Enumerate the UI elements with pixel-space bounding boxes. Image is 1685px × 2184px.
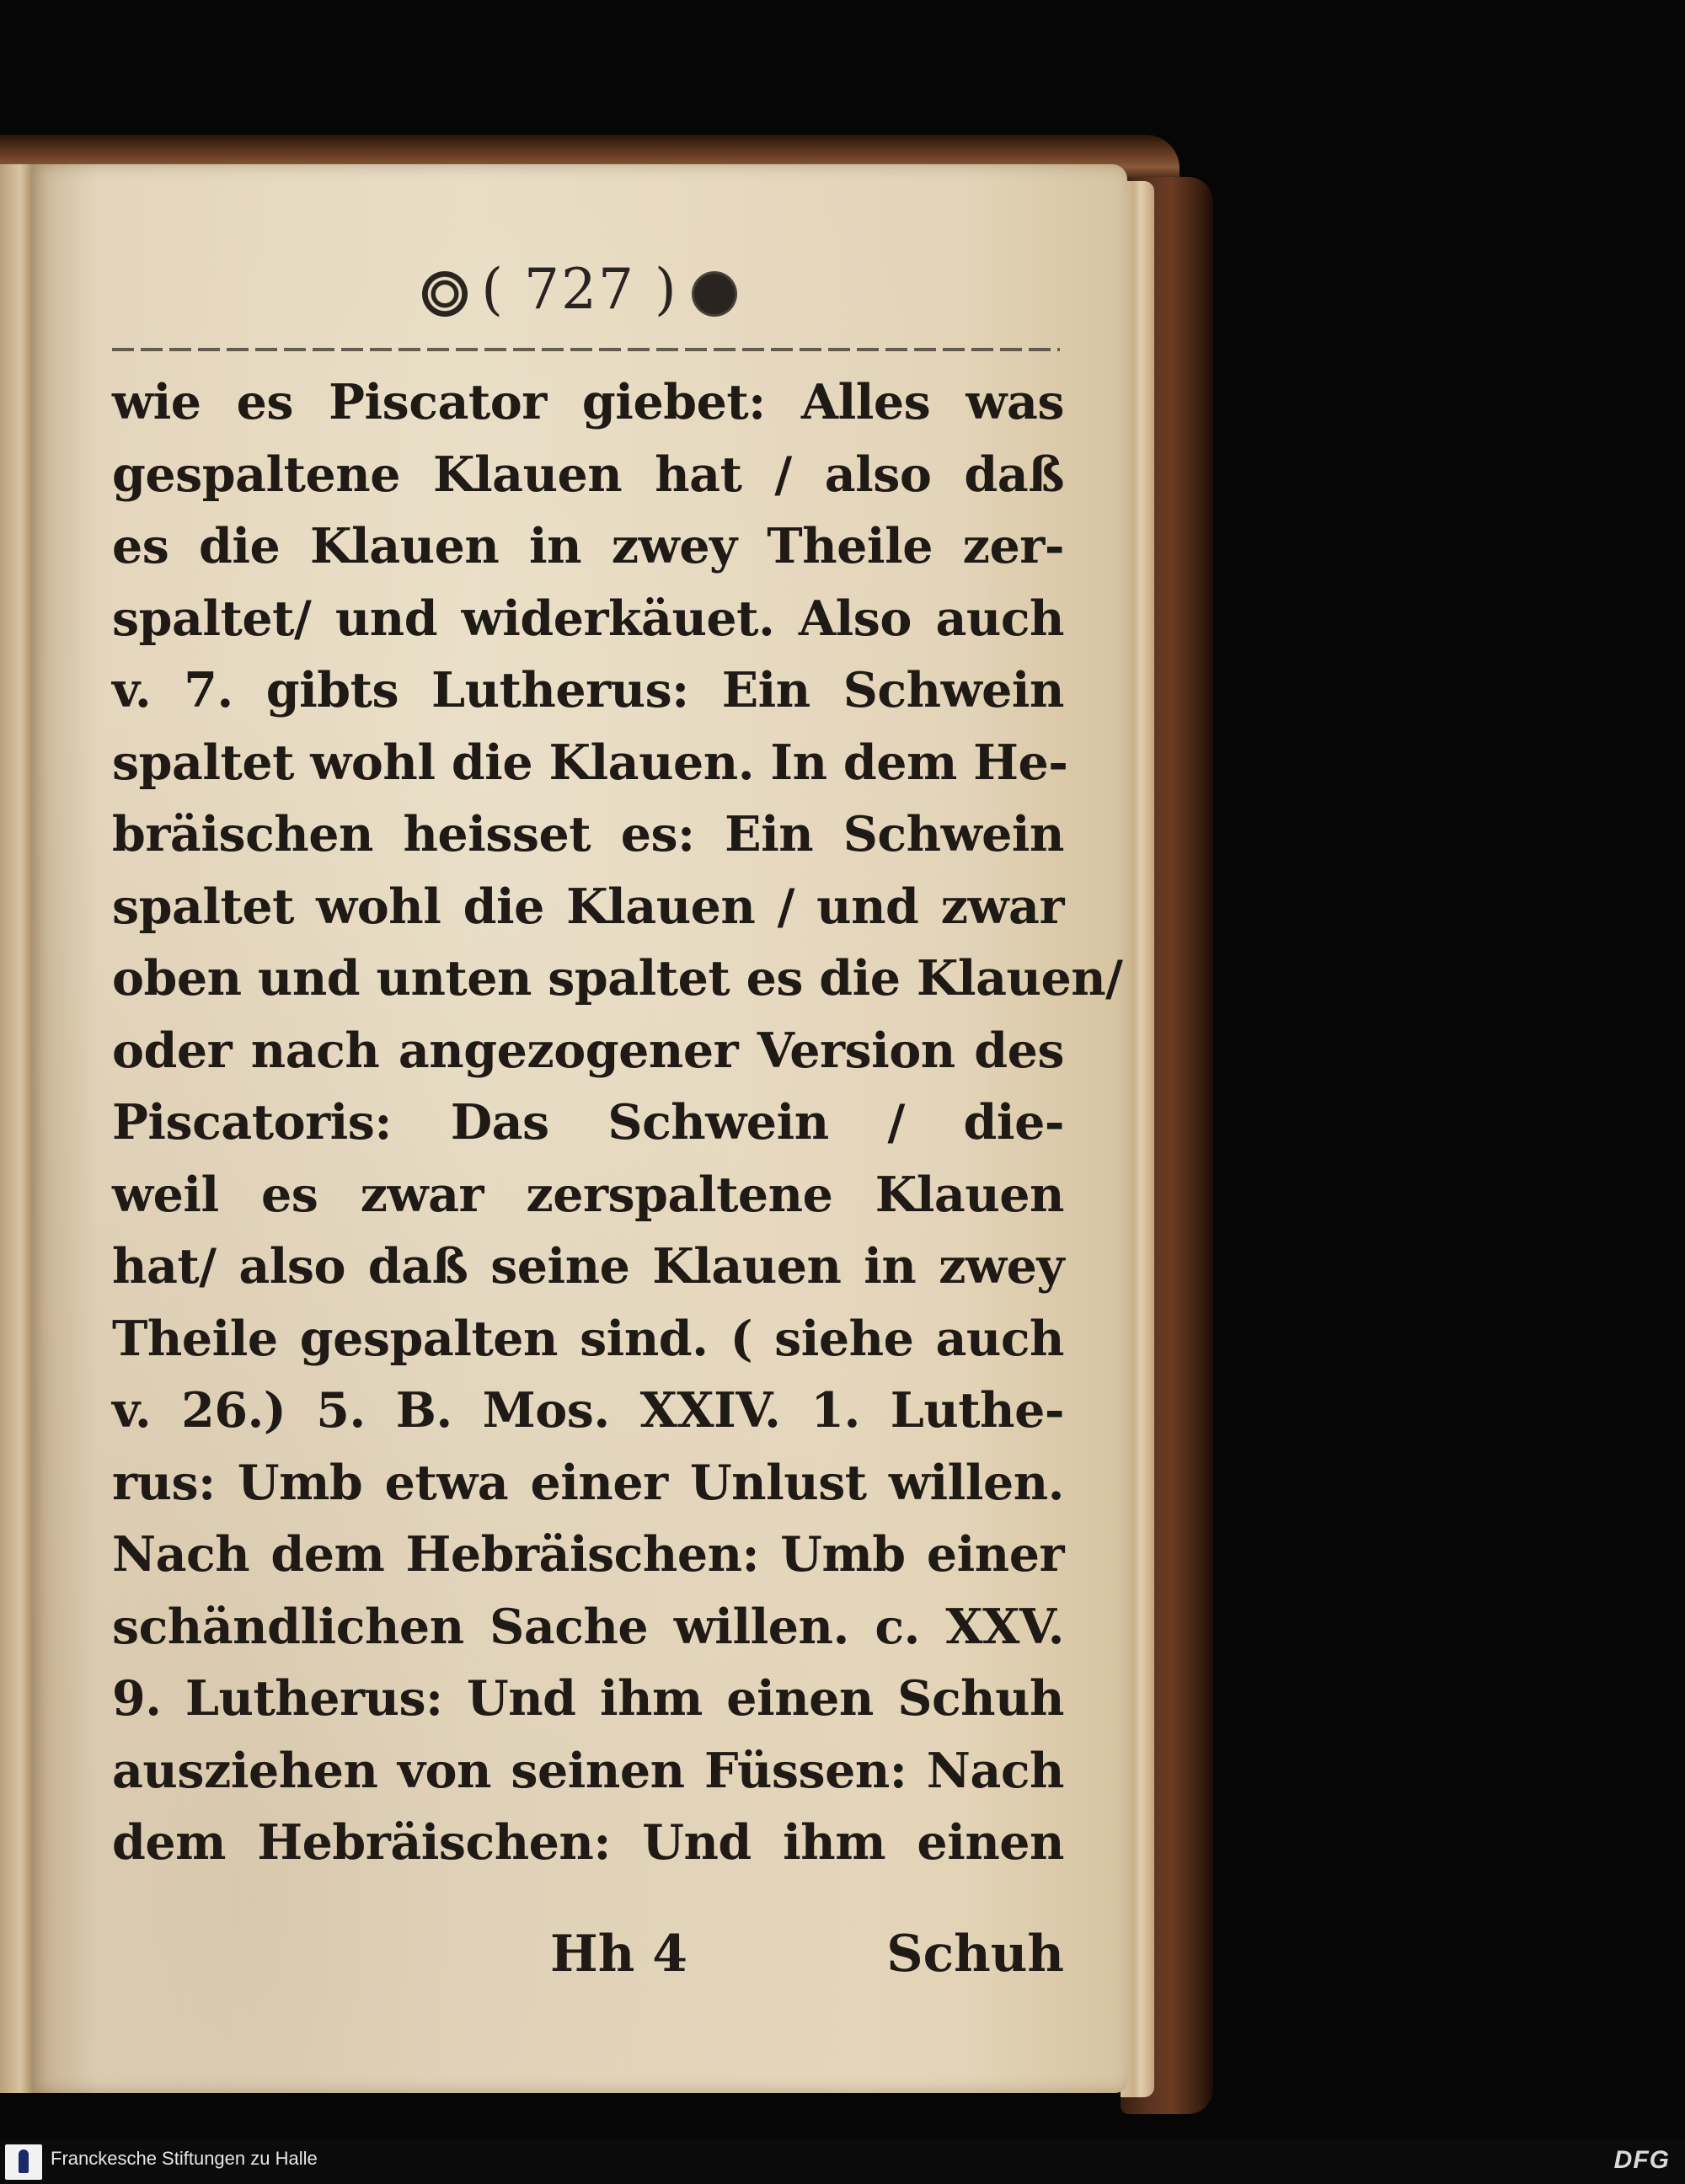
text-line: 9. Lutherus: Und ihm einen Schuh: [112, 1670, 1064, 1727]
text-line: bräischen heisset es: Ein Schwein: [112, 806, 1064, 862]
signature-mark: Hh 4: [550, 1925, 687, 1984]
text-line: v. 26.) 5. B. Mos. XXIV. 1. Luthe-: [112, 1382, 1064, 1439]
text-line: spaltet wohl die Klauen / und zwar: [112, 878, 1064, 935]
text-line: Nach dem Hebräischen: Umb einer: [112, 1526, 1064, 1583]
text-line: weil es zwar zerspaltene Klauen: [112, 1166, 1064, 1223]
text-line: schändlichen Sache willen. c. XXV.: [112, 1598, 1064, 1655]
institution-logo-icon: [5, 2144, 42, 2180]
catchword: Schuh: [886, 1925, 1064, 1984]
page-number: ( 727 ): [481, 257, 678, 322]
dfg-logo: DFG: [1613, 2146, 1670, 2174]
body-text: [112, 366, 1123, 1879]
text-line: hat/ also daß seine Klauen in zwey: [112, 1238, 1064, 1295]
book-page: [32, 164, 1127, 2093]
header-rule: [112, 348, 1060, 351]
text-line: Piscatoris: Das Schwein / die-: [112, 1094, 1064, 1151]
text-line: spaltet wohl die Klauen. In dem He-: [112, 734, 1068, 791]
text-line: ausziehen von seinen Füssen: Nach: [112, 1742, 1064, 1799]
page-header: [32, 257, 1127, 322]
text-line: es die Klauen in zwey Theile zer-: [112, 518, 1064, 574]
text-line: Theile gespalten sind. ( siehe auch: [112, 1310, 1064, 1367]
text-line: wie es Piscator giebet: Alles was: [112, 374, 1064, 430]
text-line: dem Hebräischen: Und ihm einen: [112, 1814, 1064, 1871]
text-line: gespaltene Klauen hat / also daß: [112, 446, 1064, 503]
text-line: rus: Umb etwa einer Unlust willen.: [112, 1454, 1064, 1511]
text-line: oder nach angezogener Version des: [112, 1022, 1064, 1079]
text-line: oben und unten spaltet es die Klauen/: [112, 950, 1123, 1007]
viewer-footer-bar: [0, 2139, 1685, 2184]
previous-page-edge: [0, 164, 34, 2093]
text-line: spaltet/ und widerkäuet. Also auch: [112, 590, 1064, 647]
institution-name: Franckesche Stiftungen zu Halle: [51, 2148, 318, 2169]
page-footer: [112, 1925, 1064, 2000]
ornament-left-icon: [422, 271, 468, 317]
text-line: v. 7. gibts Lutherus: Ein Schwein: [112, 662, 1064, 718]
ornament-right-icon: [692, 271, 737, 317]
